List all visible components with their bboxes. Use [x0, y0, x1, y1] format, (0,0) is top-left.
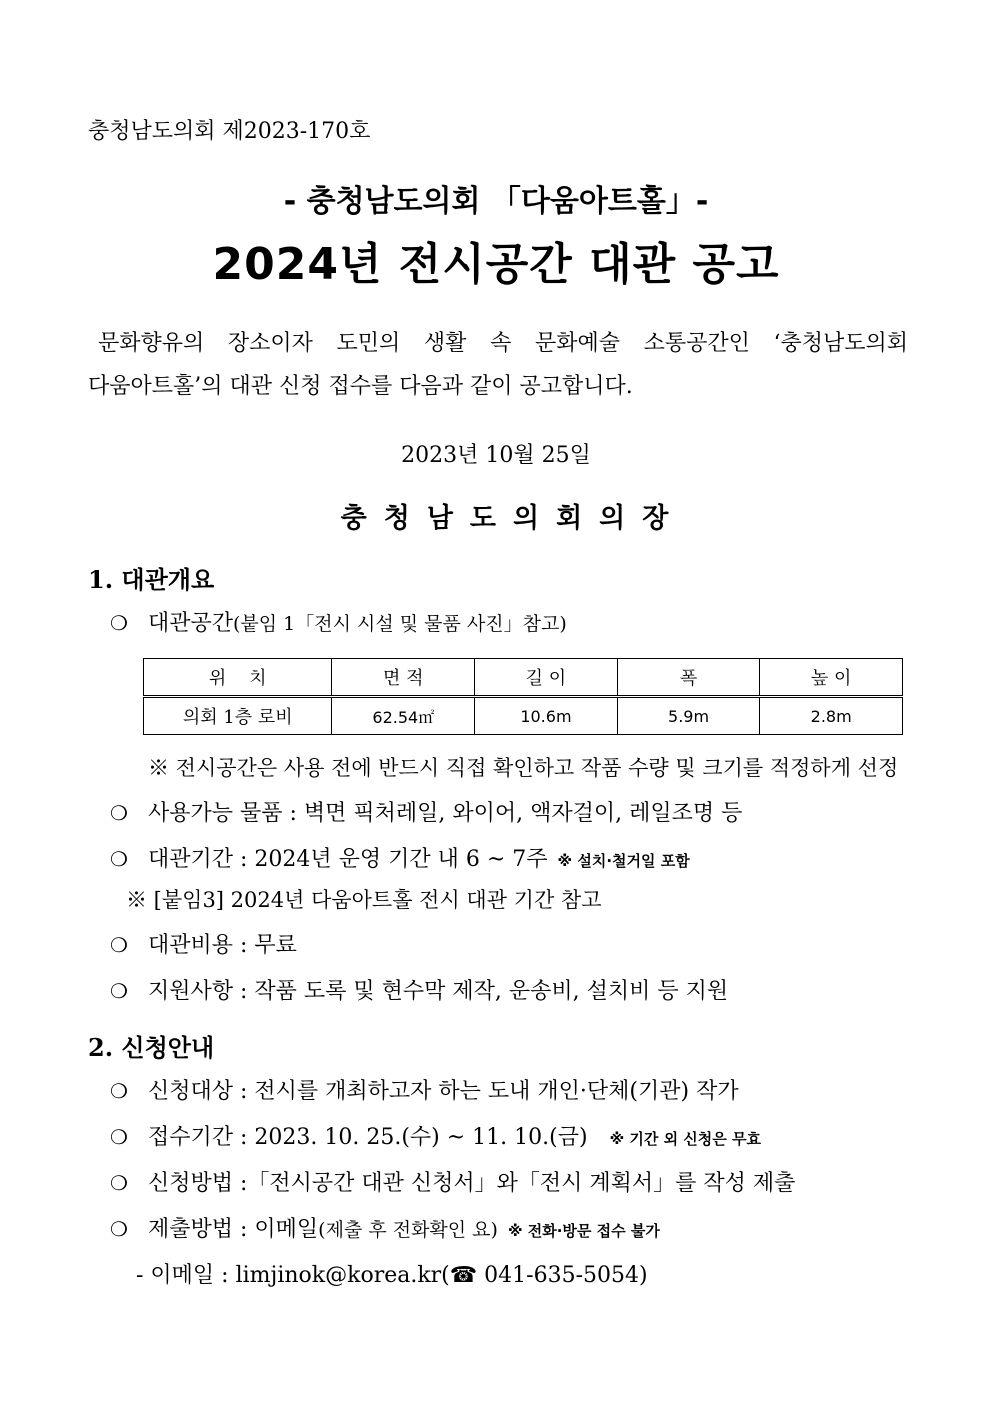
- space-label: 대관공간: [148, 611, 234, 636]
- table-header-row: [144, 659, 903, 697]
- reception-period-note: ※ 기간 외 신청은 무효: [609, 1130, 761, 1148]
- submission-paren: (제출 후 전화확인 요): [318, 1219, 498, 1241]
- header-height: 높 이: [760, 659, 903, 697]
- bullet-icon: ❍: [110, 1125, 128, 1149]
- fee-item: [110, 928, 297, 959]
- period-text: 대관기간 : 2024년 운영 기간 내 6 ~ 7주: [148, 847, 548, 872]
- support-text: 지원사항 : 작품 도록 및 현수막 제작, 운송비, 설치비 등 지원: [148, 979, 729, 1004]
- submission-note: ※ 전화·방문 접수 불가: [507, 1222, 660, 1240]
- bullet-icon: ❍: [110, 847, 128, 871]
- intro-paragraph: [88, 322, 908, 408]
- period-reference-note: ※ [붙임3] 2024년 다움아트홀 전시 대관 기간 참고: [126, 888, 602, 912]
- bullet-icon: ❍: [110, 979, 128, 1003]
- cell-length: 10.6m: [475, 697, 618, 735]
- bullet-icon: ❍: [110, 1171, 128, 1195]
- header-location: 위 치: [144, 659, 332, 697]
- subtitle: - 충청남도의회 「다움아트홀」-: [283, 184, 709, 219]
- bullet-icon: ❍: [110, 1079, 128, 1103]
- section-2-heading: 2. 신청안내: [88, 1033, 215, 1062]
- bullet-icon: ❍: [110, 1217, 128, 1241]
- intro-line-2: 다움아트홀’의 대관 신청 접수를 다음과 같이 공고합니다.: [88, 374, 633, 399]
- period-item: [110, 842, 690, 873]
- method-text: 신청방법 :「전시공간 대관 신청서」와「전시 계획서」를 작성 제출: [148, 1171, 796, 1196]
- bullet-icon: ❍: [110, 611, 128, 635]
- equipment-text: 사용가능 물품 : 벽면 픽처레일, 와이어, 액자걸이, 레일조명 등: [148, 801, 743, 826]
- space-item: [110, 606, 567, 637]
- document-number: 충청남도의회 제2023-170호: [88, 119, 371, 144]
- method-item: [110, 1166, 795, 1197]
- page-title: 2024년 전시공간 대관 공고: [212, 239, 780, 290]
- reception-period-item: [110, 1120, 761, 1151]
- table-row: [144, 697, 903, 735]
- reception-period-text: 접수기간 : 2023. 10. 25.(수) ~ 11. 10.(금): [148, 1125, 588, 1150]
- equipment-item: [110, 796, 742, 827]
- target-text: 신청대상 : 전시를 개최하고자 하는 도내 개인·단체(기관) 작가: [148, 1079, 739, 1104]
- support-item: [110, 974, 728, 1005]
- space-note: (붙임 1「전시 시설 및 물품 사진」참고): [233, 613, 567, 635]
- period-note: ※ 설치·철거일 포함: [557, 852, 690, 870]
- submission-item: [110, 1212, 660, 1243]
- bullet-icon: ❍: [110, 933, 128, 957]
- submission-text: 제출방법 : 이메일: [148, 1217, 319, 1242]
- target-item: [110, 1074, 739, 1105]
- intro-line-1: 문화향유의 장소이자 도민의 생활 속 문화예술 소통공간인 ‘충청남도의회: [98, 331, 908, 356]
- section-1-heading: 1. 대관개요: [88, 565, 215, 594]
- announcement-date: 2023년 10월 25일: [401, 443, 591, 468]
- cell-area: 62.54㎡: [332, 697, 475, 735]
- cell-height: 2.8m: [760, 697, 903, 735]
- header-width: 폭: [617, 659, 760, 697]
- header-area: 면 적: [332, 659, 475, 697]
- signatory: 충청남도의회의장: [340, 503, 686, 534]
- cell-width: 5.9m: [617, 697, 760, 735]
- bullet-icon: ❍: [110, 801, 128, 825]
- cell-location: 의회 1층 로비: [144, 697, 332, 735]
- table-note: ※ 전시공간은 사용 전에 반드시 직접 확인하고 작품 수량 및 크기를 적정하게 선정: [148, 756, 899, 780]
- email-contact: - 이메일 : limjinok@korea.kr(☎ 041-635-5054): [136, 1263, 648, 1288]
- fee-text: 대관비용 : 무료: [148, 933, 297, 958]
- header-length: 길 이: [475, 659, 618, 697]
- spec-table: [143, 658, 903, 735]
